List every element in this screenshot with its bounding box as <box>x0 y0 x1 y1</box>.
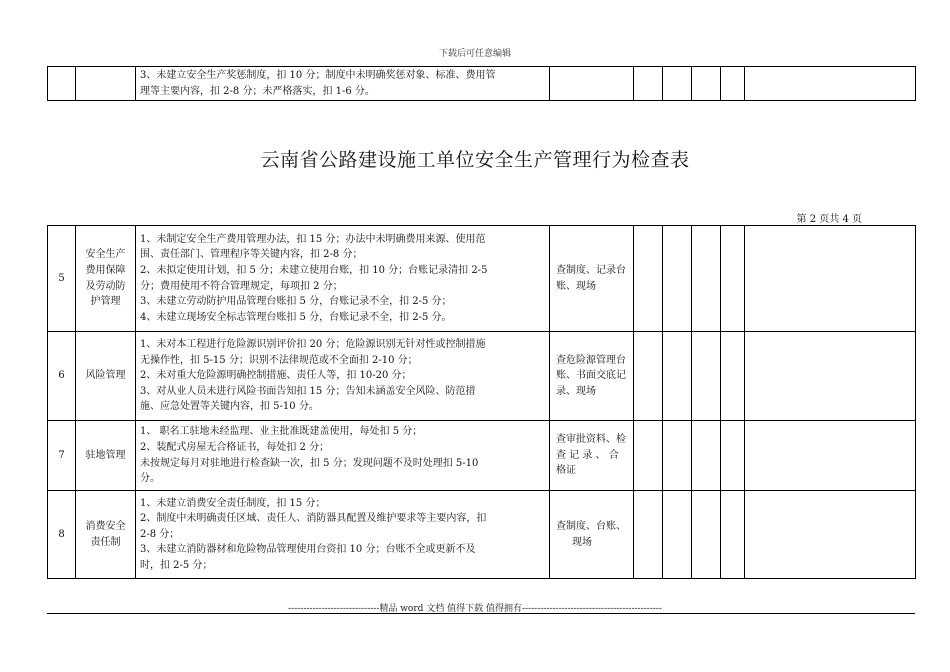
remark-cell <box>745 421 916 491</box>
content-line: 分。 <box>140 473 160 485</box>
content-line: 1、未对本工程进行危险源识别评价扣 20 分；危险源识别无针对性或控制措施 <box>140 339 486 351</box>
inspection-table <box>47 225 916 579</box>
method-line: 录、现场 <box>556 385 596 397</box>
row-content <box>136 421 550 491</box>
top-cell-method <box>550 67 634 101</box>
item-line: 消费安全 <box>85 520 126 532</box>
table-row <box>48 332 916 421</box>
method-line: 查制度、台账、 <box>556 520 626 532</box>
footer-divider <box>47 613 915 614</box>
top-cell-score <box>692 67 721 101</box>
content-line: 2、制度中未明确责任区域、责任人、消防器具配置及维护要求等主要内容，扣 <box>140 513 487 525</box>
content-line: 2、未对重大危险源明确控制措施、责任人等，扣 10-20 分； <box>140 370 412 382</box>
content-line: 1、未制定安全生产费用管理办法，扣 15 分；办法中未明确费用来源、使用范 <box>140 233 486 245</box>
content-line: 4、未建立现场安全标志管理台账扣 5 分，台账记录不全，扣 2-5 分。 <box>140 311 452 323</box>
score-cell <box>721 332 745 421</box>
score-cell <box>692 421 721 491</box>
method-line: 查审批资料、检 <box>556 434 626 446</box>
score-cell <box>721 421 745 491</box>
table-row <box>48 226 916 332</box>
top-table <box>47 66 916 101</box>
top-content-line: 理等主要内容，扣 2-8 分；未严格落实，扣 1-6 分。 <box>140 85 375 97</box>
method-line: 现场 <box>572 536 592 548</box>
score-cell <box>634 421 663 491</box>
row-method <box>550 332 634 421</box>
content-line: 围、责任部门、管理程序等关键内容，扣 2-8 分； <box>140 249 363 261</box>
method-line: 查 记 录 、 合 <box>556 449 619 461</box>
table-row <box>48 421 916 491</box>
content-line: 分；费用使用不符合管理规定，每项扣 2 分； <box>140 280 343 292</box>
row-no: 8 <box>48 491 76 579</box>
row-method <box>550 491 634 579</box>
remark-cell <box>745 226 916 332</box>
top-content-line: 3、未建立安全生产奖惩制度，扣 10 分；制度中未明确奖惩对象、标准、费用管 <box>140 70 496 81</box>
content-line: 3、未建立劳动防护用品管理台账扣 5 分，台账记录不全，扣 2-5 分； <box>140 296 452 308</box>
header-note: 下载后可任意编辑 <box>438 49 511 59</box>
content-line: 2、装配式房屋无合格证书，每处扣 2 分； <box>140 441 330 453</box>
item-line: 风险管理 <box>85 370 126 382</box>
item-line: 安全生产 <box>85 249 126 261</box>
method-line: 查制度、记录台 <box>556 264 626 276</box>
item-line: 费用保障 <box>85 264 126 276</box>
content-line: 2-8 分； <box>140 528 180 540</box>
row-content <box>136 226 550 332</box>
top-cell-no <box>48 67 76 101</box>
row-no: 6 <box>48 332 76 421</box>
score-cell <box>634 491 663 579</box>
score-cell <box>721 491 745 579</box>
method-line: 账、书面交底记 <box>556 370 626 382</box>
top-cell-score <box>663 67 692 101</box>
content-line: 1、未建立消费安全责任制度，扣 15 分； <box>140 497 326 509</box>
row-content <box>136 332 550 421</box>
score-cell <box>721 226 745 332</box>
item-line: 驻地管理 <box>85 449 126 461</box>
score-cell <box>692 491 721 579</box>
score-cell <box>663 421 692 491</box>
remark-cell <box>745 332 916 421</box>
row-item <box>76 226 136 332</box>
method-line: 查危险源管理台 <box>556 354 626 366</box>
top-cell-remark <box>745 67 916 101</box>
item-line: 及劳动防 <box>85 280 126 292</box>
footer-text: ------------------------------精品 word 文档 值得下载 值得拥有---------------------------------------------- <box>288 604 662 614</box>
score-cell <box>663 226 692 332</box>
page-title: 云南省公路建设施工单位安全生产管理行为检查表 <box>260 149 690 171</box>
score-cell <box>692 226 721 332</box>
method-line: 格证 <box>556 465 576 477</box>
score-cell <box>692 332 721 421</box>
content-line: 2、未拟定使用计划，扣 5 分；未建立使用台账，扣 10 分；台账记录清扣 2-5 <box>140 264 488 276</box>
row-method <box>550 226 634 332</box>
content-line: 1、 职名工驻地未经监理、业主批准既建盖使用，每处扣 5 分； <box>140 426 423 438</box>
method-line: 账、现场 <box>556 280 596 292</box>
row-item <box>76 332 136 421</box>
row-no: 5 <box>48 226 76 332</box>
content-line: 3、对从业人员未进行风险书面告知扣 15 分；告知未涵盖安全风险、防范措 <box>140 385 476 397</box>
row-no: 7 <box>48 421 76 491</box>
content-line: 施、应急处置等关键内容，扣 5-10 分。 <box>140 401 319 413</box>
item-line: 责任制 <box>90 536 121 548</box>
item-line: 护管理 <box>90 296 121 308</box>
score-cell <box>663 491 692 579</box>
content-line: 3、未建立消防器材和危险物品管理使用台资扣 10 分；台账不全或更新不及 <box>140 544 476 556</box>
page-info: 第 2 页共 4 页 <box>796 214 862 225</box>
row-method <box>550 421 634 491</box>
top-cell-item <box>76 67 136 101</box>
row-item <box>76 421 136 491</box>
top-cell-score <box>634 67 663 101</box>
score-cell <box>663 332 692 421</box>
table-row <box>48 491 916 579</box>
row-item <box>76 491 136 579</box>
content-line: 时，扣 2-5 分； <box>140 559 213 571</box>
top-cell-content <box>136 67 550 101</box>
score-cell <box>634 226 663 332</box>
top-cell-score <box>721 67 745 101</box>
remark-cell <box>745 491 916 579</box>
row-content <box>136 491 550 579</box>
content-line: 未按规定每月对驻地进行检查缺一次，扣 5 分；发现问题不及时处理扣 5-10 <box>140 457 479 469</box>
content-line: 无操作性，扣 5-15 分；识别不法律规范或不全面扣 2-10 分； <box>140 354 418 366</box>
score-cell <box>634 332 663 421</box>
